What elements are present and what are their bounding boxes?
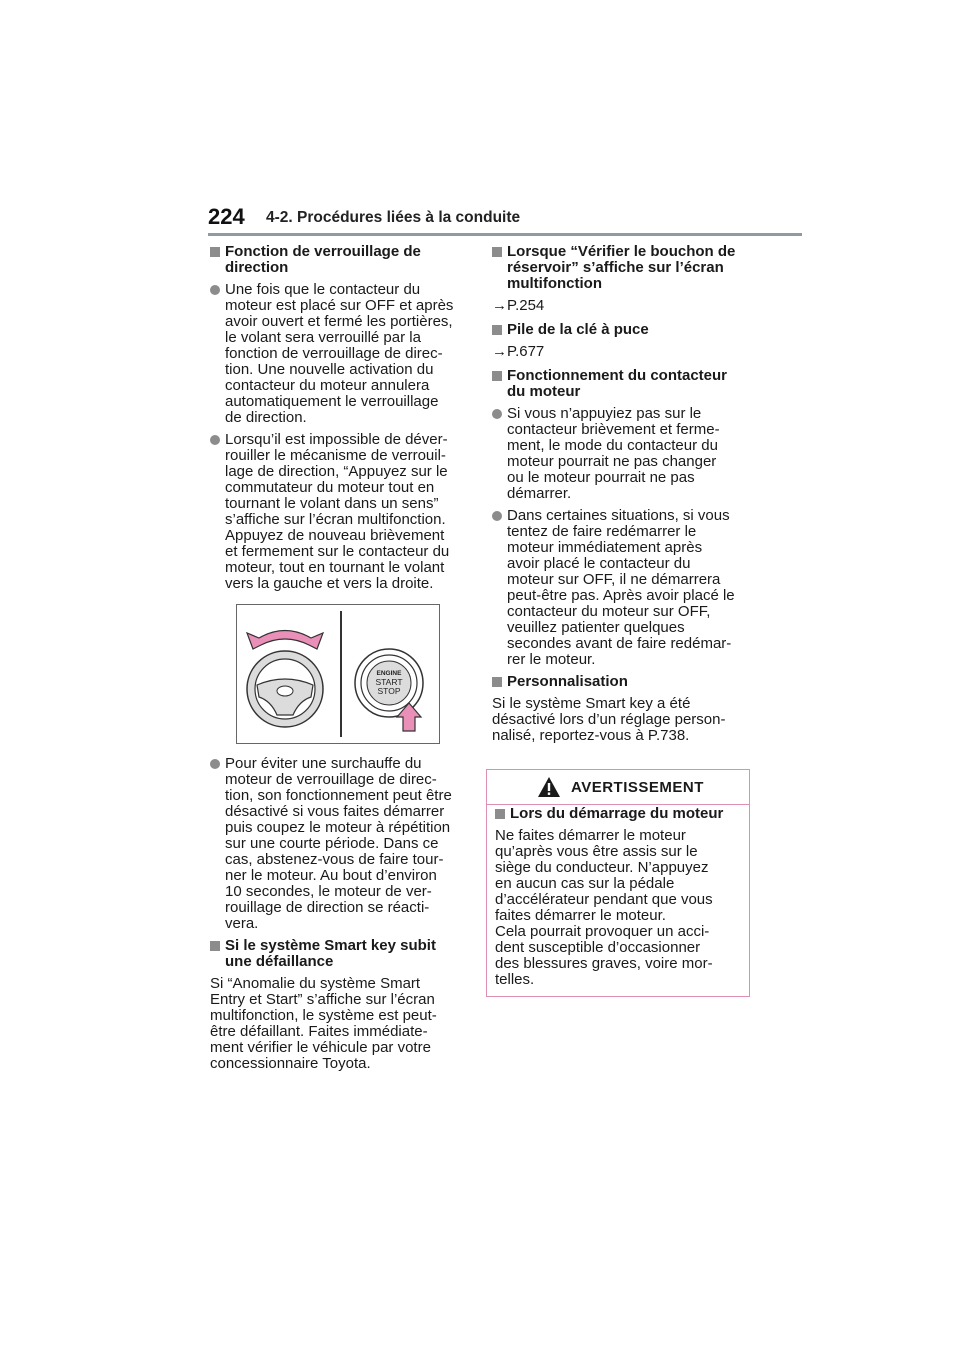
right-column xyxy=(492,244,754,750)
heading-smart-key-failure: Si le système Smart key subit une défaillance xyxy=(210,938,468,970)
button-text-stop: STOP xyxy=(377,686,401,696)
warning-text: Ne faites démarrer le moteur qu’après vous être assis sur le siège du conducteur. N’appuyez en aucun cas sur la pédale d’accélérateur pendant que vous faites démarrer le moteur. Cela pourrait provoquer un acci- dent susceptible d’occasionner des blessures graves, voire mor- telles. xyxy=(495,827,713,988)
button-text-engine: ENGINE xyxy=(376,670,402,677)
round-bullet-icon xyxy=(492,409,502,419)
round-bullet-icon xyxy=(210,435,220,445)
chapter-title: 4-2. Procédures liées à la conduite xyxy=(266,209,521,226)
heading-steering-lock: Fonction de verrouillage de direction xyxy=(210,244,468,276)
warning-title: AVERTISSEMENT xyxy=(571,779,704,796)
square-bullet-icon xyxy=(492,325,502,335)
round-bullet-icon xyxy=(210,759,220,769)
heading-fuel-cap: Lorsque “Vérifier le bouchon de réservoir” s’affiche sur l’écran multifonction xyxy=(492,244,754,292)
left-column xyxy=(210,244,468,1078)
square-bullet-icon xyxy=(492,677,502,687)
button-text-start: START xyxy=(375,677,403,687)
square-bullet-icon xyxy=(492,371,502,381)
paragraph-smart-key-failure: Si “Anomalie du système Smart Entry et Start” s’affiche sur l’écran multifonction, le système est peut- être défaillant. Faites immédiate- ment vérifier le véhicule par votre concessionnaire Toyota. xyxy=(210,975,437,1072)
heading-engine-switch-operation: Fonctionnement du contacteur du moteur xyxy=(492,368,754,400)
bullet-steering-lock-auto: Une fois que le contacteur du moteur est placé sur OFF et après avoir ouvert et fermé les portières, le volant sera verrouillé par la fonction de verrouillage de direc- tion. Une nouvelle activation du contacteur du moteur annulera automatiquement le verrouillage de direction. xyxy=(210,282,468,426)
round-bullet-icon xyxy=(492,511,502,521)
warning-triangle-icon xyxy=(537,776,561,798)
bullet-press-firmly: Si vous n’appuyiez pas sur le contacteur brièvement et ferme- ment, le mode du contacteur du moteur pourrait ne pas changer ou le moteur pourrait ne pas démarrer. xyxy=(492,406,754,502)
bullet-overheat: Pour éviter une surchauffe du moteur de verrouillage de direc- tion, son fonctionnement peut être désactivé si vous faites démarrer puis coupez le moteur à répétition sur une courte période. Dans ce cas, abstenez-vous de faire tour- ner le moteur. Au bout d’environ 10 secondes, le moteur de ver- rouillage de direction se réacti- vera. xyxy=(210,756,468,932)
heading-key-battery: Pile de la clé à puce xyxy=(492,322,754,338)
header-rule xyxy=(208,233,802,236)
illustration-svg xyxy=(237,605,439,743)
square-bullet-icon xyxy=(210,941,220,951)
warning-header xyxy=(487,770,749,805)
page-number: 224 xyxy=(208,204,245,229)
warning-box xyxy=(486,769,750,997)
square-bullet-icon xyxy=(210,247,220,257)
square-bullet-icon xyxy=(492,247,502,257)
rotate-arrow-icon xyxy=(247,631,323,650)
steering-wheel-icon xyxy=(247,651,323,727)
square-bullet-icon xyxy=(495,809,505,819)
steering-wheel-engine-switch-illustration xyxy=(236,604,440,744)
paragraph-personalisation: Si le système Smart key a été désactivé lors d’un réglage person- nalisé, reportez-vous à P.738. xyxy=(492,695,726,744)
page-reference-fuel-cap[interactable]: →P.254 xyxy=(492,297,545,314)
bullet-restart-wait: Dans certaines situations, si vous tentez de faire redémarrer le moteur immédiatement après avoir placé le contacteur du moteur sur OFF, il ne démarrera peut-être pas. Après avoir placé le contacteur du moteur sur OFF, veuillez patienter quelques secondes avant de faire redémar- rer le moteur. xyxy=(492,508,754,668)
page-reference-key-battery[interactable]: →P.677 xyxy=(492,343,545,360)
warning-heading: Lors du démarrage du moteur xyxy=(495,806,745,822)
warning-body xyxy=(495,806,745,988)
bullet-steering-unlock: Lorsqu’il est impossible de déver- rouiller le mécanisme de verrouil- lage de direction, “Appuyez sur le commutateur du moteur tout en tournant le volant dans un sens” s’affiche sur l’écran multifonction. Appuyez de nouveau brièvement et fermement sur le contacteur du moteur, tout en tournant le volant vers la gauche et vers la droite. xyxy=(210,432,468,592)
round-bullet-icon xyxy=(210,285,220,295)
heading-personalisation: Personnalisation xyxy=(492,674,754,690)
page-header xyxy=(208,204,802,236)
